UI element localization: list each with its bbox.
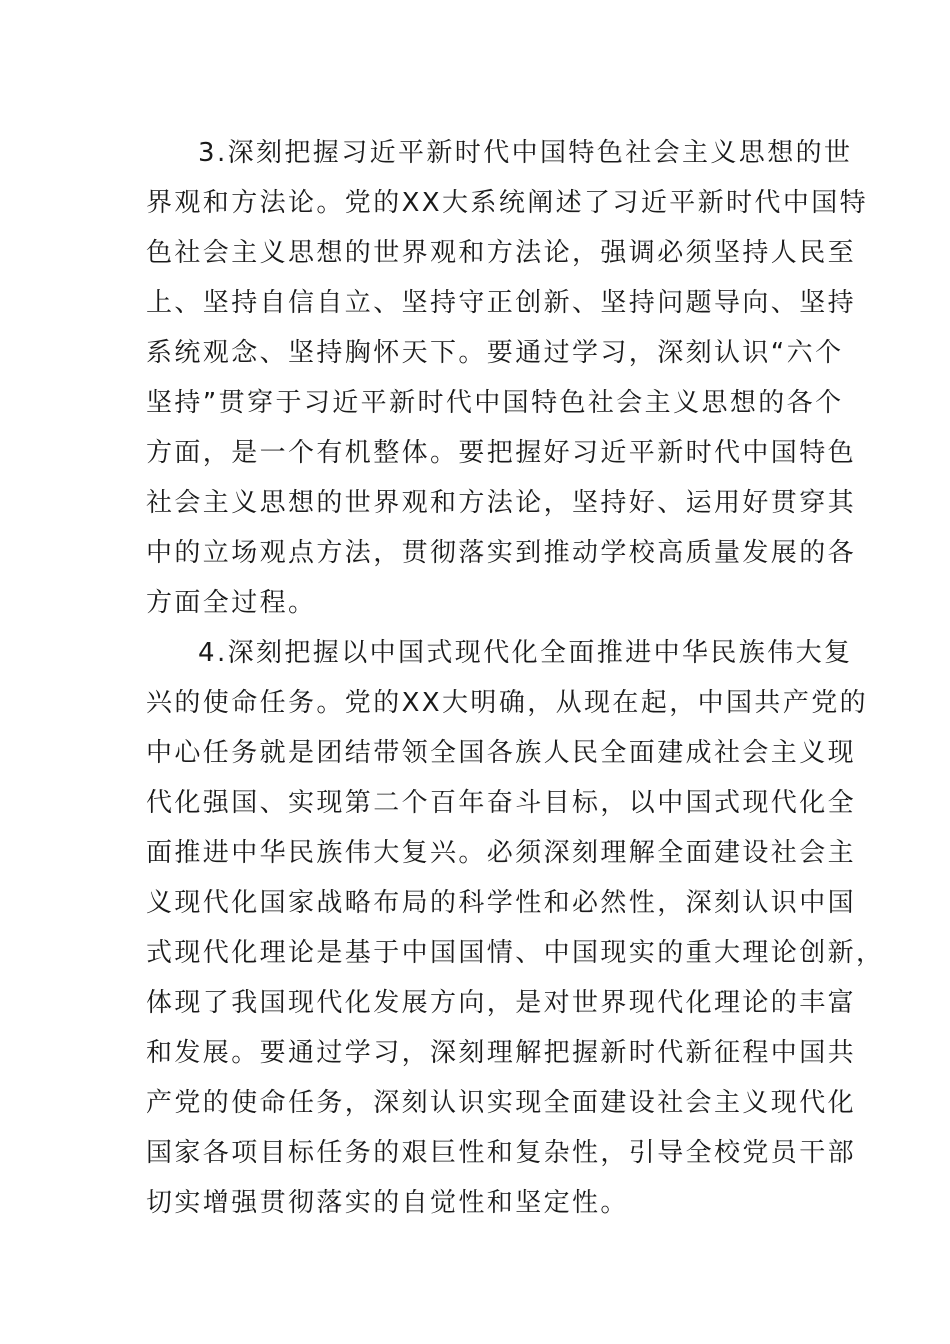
paragraph-line: 3.深刻把握习近平新时代中国特色社会主义思想的世 <box>198 138 853 168</box>
paragraph-line: 切实增强贯彻落实的自觉性和坚定性。 <box>146 1188 629 1218</box>
paragraph-line: 兴的使命任务。党的XX大明确，从现在起，中国共产党的 <box>146 688 869 718</box>
paragraph-line: 界观和方法论。党的XX大系统阐述了习近平新时代中国特 <box>146 188 869 218</box>
paragraph-line: 方面全过程。 <box>146 588 317 618</box>
paragraph-line: 中的立场观点方法，贯彻落实到推动学校高质量发展的各 <box>146 538 857 568</box>
document-body <box>146 128 885 1228</box>
paragraph-line: 体现了我国现代化发展方向，是对世界现代化理论的丰富 <box>146 988 857 1018</box>
paragraph-line: 代化强国、实现第二个百年奋斗目标，以中国式现代化全 <box>146 788 857 818</box>
paragraph-line: 面推进中华民族伟大复兴。必须深刻理解全面建设社会主 <box>146 838 857 868</box>
paragraph-4 <box>146 628 885 1228</box>
paragraph-line: 产党的使命任务，深刻认识实现全面建设社会主义现代化 <box>146 1088 857 1118</box>
paragraph-line: 和发展。要通过学习，深刻理解把握新时代新征程中国共 <box>146 1038 857 1068</box>
paragraph-line: 式现代化理论是基于中国国情、中国现实的重大理论创新， <box>146 938 885 968</box>
paragraph-line: 系统观念、坚持胸怀天下。要通过学习，深刻认识“六个 <box>146 338 844 368</box>
paragraph-line: 坚持”贯穿于习近平新时代中国特色社会主义思想的各个 <box>146 388 844 418</box>
paragraph-line: 色社会主义思想的世界观和方法论，强调必须坚持人民至 <box>146 238 857 268</box>
paragraph-line: 社会主义思想的世界观和方法论，坚持好、运用好贯穿其 <box>146 488 857 518</box>
paragraph-line: 义现代化国家战略布局的科学性和必然性，深刻认识中国 <box>146 888 857 918</box>
paragraph-line: 中心任务就是团结带领全国各族人民全面建成社会主义现 <box>146 738 857 768</box>
paragraph-line: 方面，是一个有机整体。要把握好习近平新时代中国特色 <box>146 438 857 468</box>
paragraph-line: 国家各项目标任务的艰巨性和复杂性，引导全校党员干部 <box>146 1138 857 1168</box>
paragraph-line: 4.深刻把握以中国式现代化全面推进中华民族伟大复 <box>198 638 853 668</box>
paragraph-3 <box>146 128 869 628</box>
paragraph-line: 上、坚持自信自立、坚持守正创新、坚持问题导向、坚持 <box>146 288 857 318</box>
